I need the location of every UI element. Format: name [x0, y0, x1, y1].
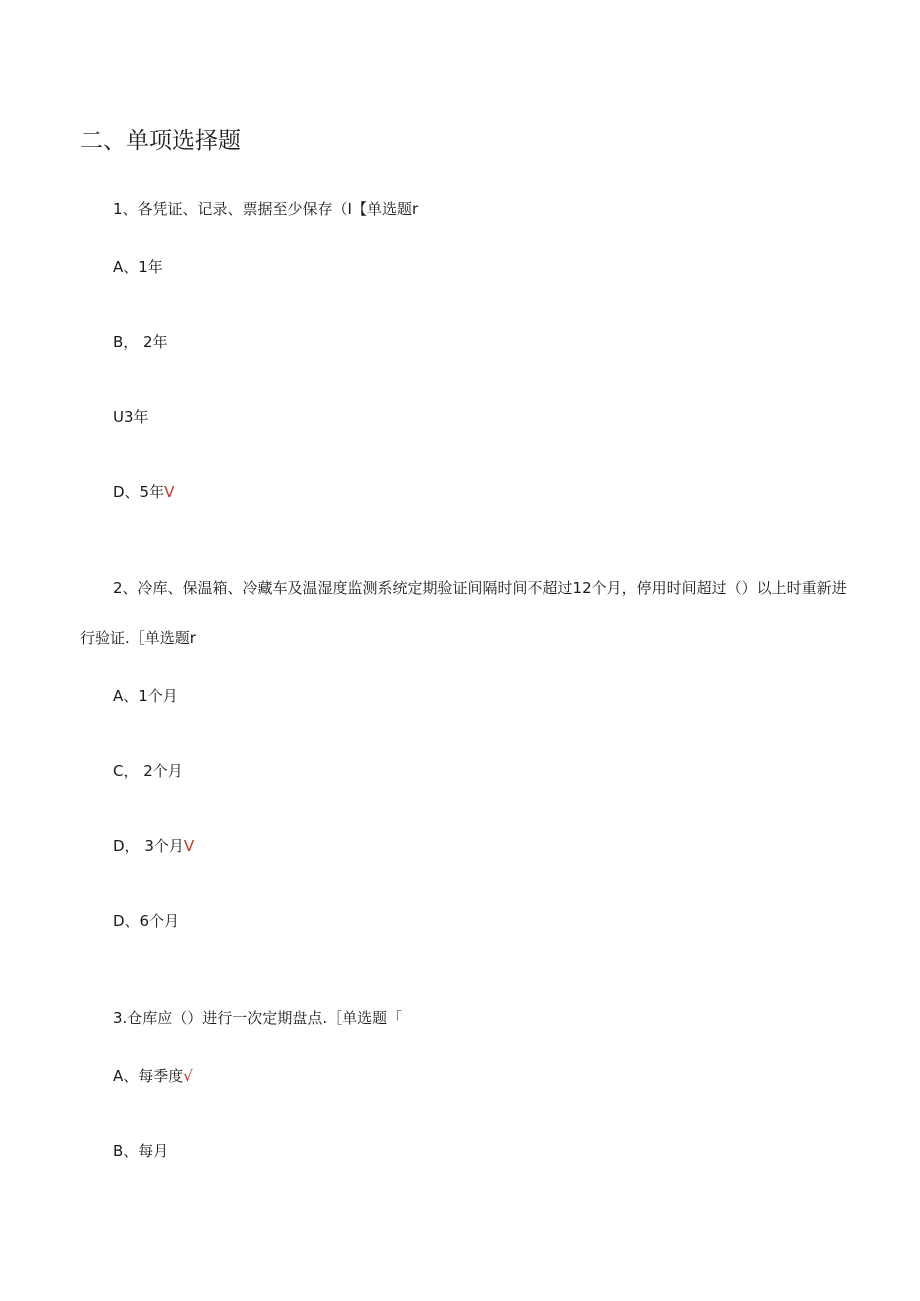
- option-label: A、每季度: [113, 1067, 184, 1085]
- option-label: C， 2个月: [113, 762, 183, 780]
- q2-option-c: [113, 835, 194, 857]
- option-label: D、5年: [113, 483, 165, 501]
- option-label: D， 3个月: [113, 837, 184, 855]
- option-label: A、1个月: [113, 687, 178, 705]
- question-1-stem: 1、各凭证、记录、票据至少保存（I【单选题r: [113, 200, 419, 218]
- q2-option-b: [113, 760, 183, 782]
- option-label: A、1年: [113, 258, 163, 276]
- option-label: B、每月: [113, 1142, 169, 1160]
- answer-mark: V: [183, 837, 195, 855]
- q1-option-b: [113, 331, 168, 353]
- q2-option-a: [113, 685, 178, 707]
- option-label: D、6个月: [113, 912, 180, 930]
- q3-option-a: [113, 1065, 193, 1087]
- answer-mark: V: [164, 483, 175, 501]
- option-label: B， 2年: [113, 333, 168, 351]
- question-2-stem-text: 2、冷库、保温箱、冷藏车及温湿度监测系统定期验证间隔时间不超过12个月，停用时间超过（）以上时重新进行验证.［单选题r: [80, 579, 847, 647]
- q3-option-b: [113, 1140, 168, 1162]
- q1-option-c: [113, 406, 149, 428]
- option-label: U3年: [113, 408, 149, 426]
- q1-option-a: [113, 256, 163, 278]
- q1-option-d: [113, 481, 174, 503]
- q2-option-d: [113, 910, 179, 932]
- question-3-stem: 3.仓库应（）进行一次定期盘点.［单选题「: [113, 1009, 403, 1027]
- question-2-stem: [80, 563, 860, 663]
- answer-mark: √: [183, 1067, 193, 1085]
- section-title: 二、单项选择题: [80, 128, 241, 154]
